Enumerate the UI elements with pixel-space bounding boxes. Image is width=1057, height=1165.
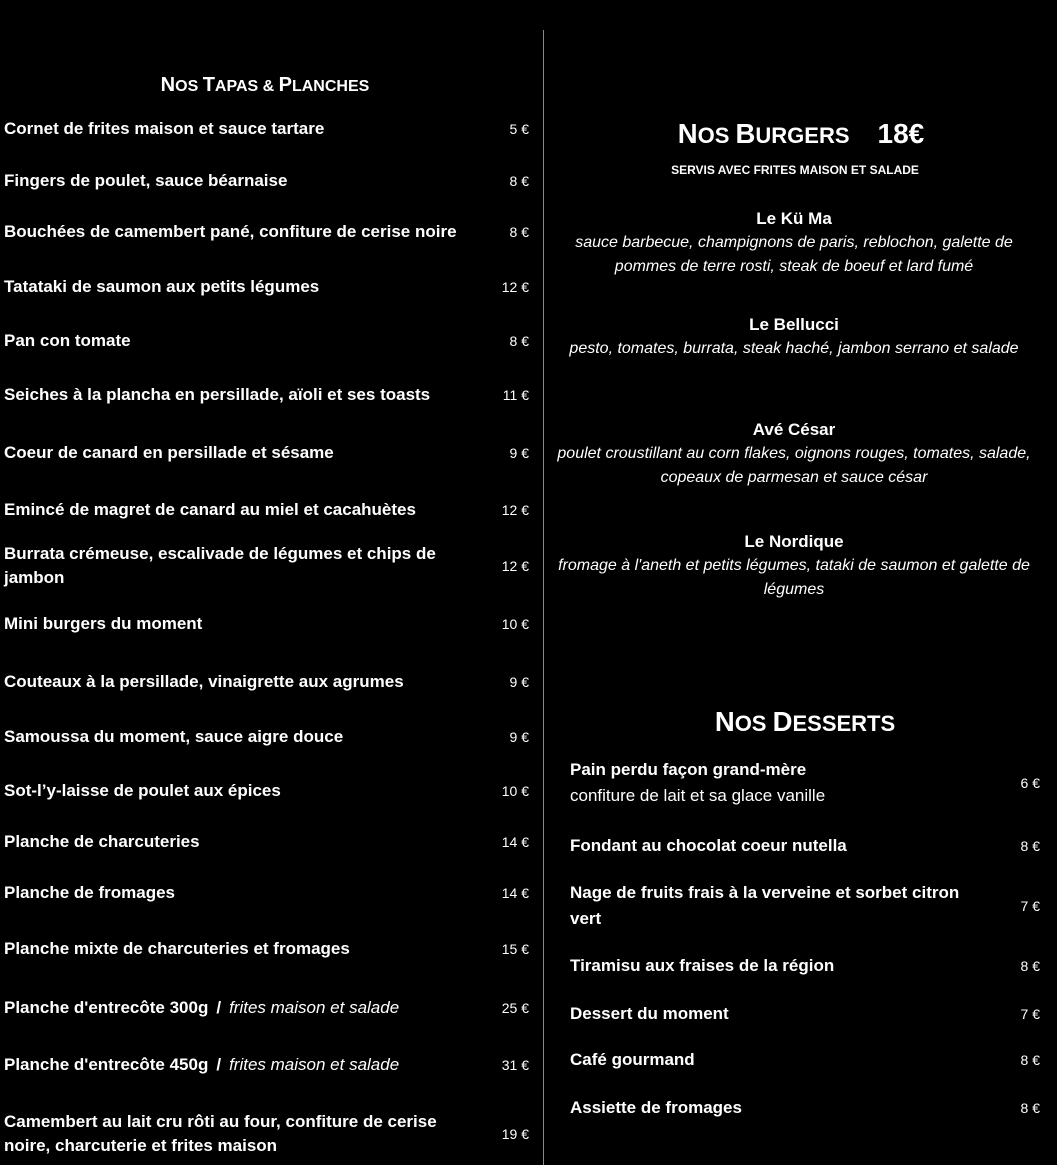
tapas-item	[4, 724, 529, 750]
burger-item	[553, 313, 1035, 361]
dessert-item	[570, 953, 1040, 979]
tapas-item-name: Seiches à la plancha en persillade, aïoli et ses toasts	[4, 385, 431, 404]
tapas-item	[4, 611, 529, 637]
burgers-subtitle: SERVIS AVEC FRITES MAISON ET SALADE	[671, 163, 919, 177]
tapas-item-name: Planche d'entrecôte 300g / frites maison et salade	[4, 998, 400, 1017]
burger-description: sauce barbecue, champignons de paris, reblochon, galette de pommes de terre rosti, steak de boeuf et lard fumé	[575, 234, 1013, 275]
tapas-item	[4, 669, 529, 695]
tapas-item-name: Pan con tomate	[4, 331, 131, 350]
tapas-item	[4, 497, 529, 523]
dessert-item	[570, 1095, 1040, 1121]
tapas-item	[4, 382, 529, 408]
item-separator: /	[216, 1055, 222, 1074]
tapas-item-price: 5 €	[509, 121, 529, 137]
column-divider	[543, 30, 544, 1165]
tapas-item-price: 15 €	[501, 941, 529, 957]
tapas-item-price: 10 €	[501, 783, 529, 799]
tapas-item-price: 8 €	[509, 224, 529, 240]
dessert-item	[570, 757, 1040, 809]
tapas-item	[4, 541, 529, 591]
dessert-item	[570, 1047, 1040, 1073]
burger-item	[553, 530, 1035, 602]
tapas-item-price: 9 €	[509, 729, 529, 745]
burger-name: Le Kü Ma	[756, 209, 832, 228]
dessert-name: Dessert du moment	[570, 1004, 729, 1023]
dessert-item	[570, 880, 1040, 932]
tapas-item	[4, 168, 529, 194]
tapas-item-price: 9 €	[509, 674, 529, 690]
tapas-item	[4, 207, 529, 257]
dessert-name: Pain perdu façon grand-mère confiture de lait et sa glace vanille	[570, 757, 970, 809]
tapas-item-name: Camembert au lait cru rôti au four, confiture de cerise noire, charcuterie et frites maison	[4, 1112, 437, 1155]
burger-item	[553, 207, 1035, 279]
tapas-item-name: Fingers de poulet, sauce béarnaise	[4, 171, 288, 190]
dessert-price: 6 €	[1020, 775, 1040, 791]
tapas-item	[4, 995, 529, 1021]
dessert-price: 7 €	[1020, 1006, 1040, 1022]
item-side: frites maison et salade	[229, 1055, 400, 1074]
dessert-name: Nage de fruits frais à la verveine et sorbet citron vert	[570, 883, 960, 928]
dessert-name: Tiramisu aux fraises de la région	[570, 956, 835, 975]
burger-item	[553, 418, 1035, 490]
burger-name: Avé César	[752, 420, 836, 439]
tapas-item-price: 12 €	[501, 502, 529, 518]
burgers-price: 18€	[877, 118, 925, 149]
tapas-item-name: Tatataki de saumon aux petits légumes	[4, 277, 320, 296]
tapas-item-name: Emincé de magret de canard au miel et cacahuètes	[4, 500, 416, 519]
dessert-price: 8 €	[1020, 1100, 1040, 1116]
tapas-item-name: Burrata crémeuse, escalivade de légumes et chips de jambon	[4, 544, 436, 587]
tapas-item	[4, 116, 529, 142]
tapas-item-name: Couteaux à la persillade, vinaigrette aux agrumes	[4, 672, 404, 691]
dessert-price: 8 €	[1020, 838, 1040, 854]
tapas-item-name: Planche de fromages	[4, 883, 176, 902]
tapas-item-name: Planche mixte de charcuteries et fromages	[4, 939, 350, 958]
dessert-name: Fondant au chocolat coeur nutella	[570, 836, 847, 855]
tapas-item	[4, 829, 529, 855]
burger-description: pesto, tomates, burrata, steak haché, jambon serrano et salade	[569, 340, 1019, 357]
tapas-item-name: Samoussa du moment, sauce aigre douce	[4, 727, 344, 746]
burger-description: poulet croustillant au corn flakes, oignons rouges, tomates, salade, copeaux de parmesan et sauce césar	[557, 445, 1031, 486]
desserts-section-title: NOS DESSERTS	[714, 706, 896, 737]
dessert-price: 7 €	[1020, 898, 1040, 914]
tapas-item-price: 25 €	[501, 1000, 529, 1016]
tapas-item-price: 8 €	[509, 333, 529, 349]
tapas-item-price: 12 €	[501, 279, 529, 295]
tapas-section-title: NOS TAPAS & PLANCHES	[160, 74, 370, 96]
tapas-item	[4, 274, 529, 300]
dessert-name: Café gourmand	[570, 1050, 695, 1069]
tapas-item-name: Planche d'entrecôte 450g / frites maison et salade	[4, 1055, 400, 1074]
tapas-item-name: Coeur de canard en persillade et sésame	[4, 443, 334, 462]
dessert-item	[570, 1001, 1040, 1027]
tapas-item	[4, 936, 529, 962]
tapas-item-price: 19 €	[501, 1126, 529, 1142]
tapas-item-name: Sot-l’y-laisse de poulet aux épices	[4, 781, 281, 800]
tapas-item-name: Cornet de frites maison et sauce tartare	[4, 119, 325, 138]
dessert-item	[570, 833, 1040, 859]
burger-name: Le Bellucci	[749, 315, 839, 334]
tapas-item-price: 12 €	[501, 558, 529, 574]
tapas-item	[4, 880, 529, 906]
dessert-price: 8 €	[1020, 958, 1040, 974]
tapas-item-price: 8 €	[509, 173, 529, 189]
item-side: frites maison et salade	[229, 998, 400, 1017]
tapas-item-price: 14 €	[501, 885, 529, 901]
burger-name: Le Nordique	[744, 532, 844, 551]
tapas-item-price: 11 €	[502, 387, 529, 403]
dessert-price: 8 €	[1020, 1052, 1040, 1068]
burger-description: fromage à l'aneth et petits légumes, tataki de saumon et galette de légumes	[558, 557, 1030, 598]
item-separator: /	[216, 998, 222, 1017]
tapas-item	[4, 1052, 529, 1078]
tapas-item-name: Planche de charcuteries	[4, 832, 200, 851]
tapas-item-name: Mini burgers du moment	[4, 614, 203, 633]
tapas-item-price: 31 €	[501, 1057, 529, 1073]
tapas-item-price: 14 €	[501, 834, 529, 850]
tapas-item	[4, 778, 529, 804]
dessert-name: Assiette de fromages	[570, 1098, 742, 1117]
tapas-item-price: 9 €	[509, 445, 529, 461]
tapas-item-price: 10 €	[501, 616, 529, 632]
tapas-item-name: Bouchées de camembert pané, confiture de cerise noire	[4, 222, 457, 241]
tapas-item	[4, 328, 529, 354]
burgers-section-title: NOS BURGERS 18€	[677, 118, 925, 149]
tapas-item	[4, 1109, 529, 1159]
tapas-item	[4, 440, 529, 466]
dessert-subtitle: confiture de lait et sa glace vanille	[570, 786, 826, 805]
